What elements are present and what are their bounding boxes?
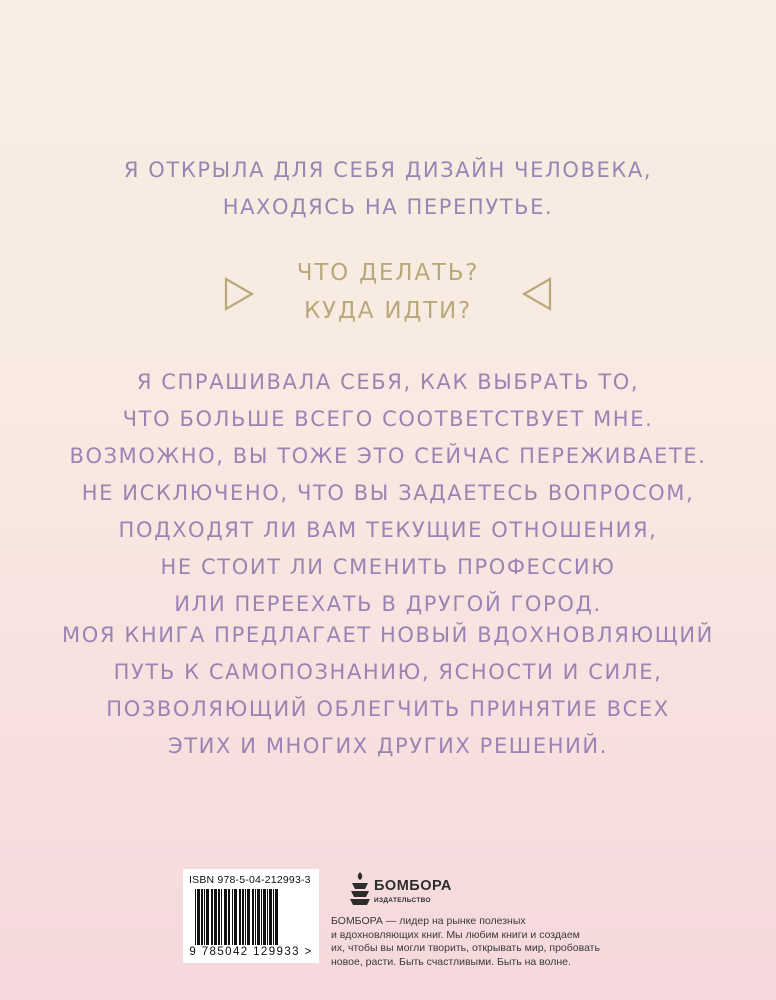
barcode-bar [261, 889, 262, 945]
publisher-logo [348, 870, 478, 910]
question-block [0, 254, 776, 330]
body-line: ПУТЬ К САМОПОЗНАНИЮ, ЯСНОСТИ И СИЛЕ, [113, 660, 663, 684]
barcode-bar [273, 889, 274, 945]
publisher-description-line: их, чтобы вы могли творить, открывать мир, пробовать [331, 942, 600, 954]
barcode-bar [239, 889, 241, 945]
body-paragraph-2 [0, 617, 776, 765]
body-line: ЧТО БОЛЬШЕ ВСЕГО СООТВЕТСТВУЕТ МНЕ. [122, 407, 654, 431]
body-line: Я СПРАШИВАЛА СЕБЯ, КАК ВЫБРАТЬ ТО, [136, 370, 640, 394]
barcode-bar [214, 889, 217, 945]
barcode-bar [242, 889, 244, 945]
barcode-bar [257, 889, 260, 945]
barcode-digits: 9 785042 129933 > [189, 946, 313, 958]
body-line: ПОДХОДЯТ ЛИ ВАМ ТЕКУЩИЕ ОТНОШЕНИЯ, [118, 518, 658, 542]
body-line: ВОЗМОЖНО, ВЫ ТОЖЕ ЭТО СЕЙЧАС ПЕРЕЖИВАЕТЕ. [69, 444, 707, 468]
intro-line: НАХОДЯСЬ НА ПЕРЕПУТЬЕ. [222, 195, 554, 219]
barcode-bar [247, 889, 250, 945]
barcode-bars [193, 889, 309, 947]
barcode-bar [269, 889, 272, 945]
barcode-bar [255, 889, 256, 945]
question-line: ЧТО ДЕЛАТЬ? [296, 260, 480, 286]
body-line: ЭТИХ И МНОГИХ ДРУГИХ РЕШЕНИЙ. [167, 734, 609, 758]
barcode-bar [232, 889, 233, 945]
barcode-bar [263, 889, 266, 945]
barcode-bar [201, 889, 203, 945]
barcode-bar [221, 889, 222, 945]
body-line: ИЛИ ПЕРЕЕХАТЬ В ДРУГОЙ ГОРОД. [174, 592, 602, 616]
barcode-bar [252, 889, 254, 945]
publisher-description-line: и вдохновляющих книг. Мы любим книги и создаем [331, 928, 580, 941]
question-line: КУДА ИДТИ? [304, 298, 472, 324]
intro-line: Я ОТКРЫЛА ДЛЯ СЕБЯ ДИЗАЙН ЧЕЛОВЕКА, [123, 158, 653, 182]
publisher-name: БОМБОРА [374, 878, 452, 894]
barcode-bar [218, 889, 220, 945]
barcode-bar [211, 889, 213, 945]
body-line: ПОЗВОЛЯЮЩИЙ ОБЛЕГЧИТЬ ПРИНЯТИЕ ВСЕХ [106, 697, 670, 721]
body-paragraph-1 [0, 364, 776, 623]
barcode-bar [197, 889, 200, 945]
bombora-logo-icon [348, 870, 372, 908]
publisher-subtitle: ИЗДАТЕЛЬСТВО [374, 897, 431, 904]
barcode-bar [228, 889, 230, 945]
publisher-description-line: БОМБОРА — лидер на рынке полезных [331, 915, 526, 927]
barcode-bar [224, 889, 227, 945]
body-line: НЕ ИСКЛЮЧЕНО, ЧТО ВЫ ЗАДАЕТЕСЬ ВОПРОСОМ, [81, 481, 695, 505]
body-line: НЕ СТОИТ ЛИ СМЕНИТЬ ПРОФЕССИЮ [160, 555, 616, 579]
barcode-bar [204, 889, 205, 945]
barcode-bar [206, 889, 209, 945]
barcode-bar [275, 889, 278, 945]
barcode-bar [195, 889, 196, 945]
publisher-description [331, 915, 600, 969]
barcode-bar [234, 889, 237, 945]
isbn-barcode [183, 869, 319, 963]
publisher-description-line: новое, расти. Быть счастливыми. Быть на волне. [331, 955, 571, 968]
intro-paragraph [0, 152, 776, 226]
triangle-left-icon [521, 276, 553, 312]
barcode-bar [245, 889, 246, 945]
barcode-bar [267, 889, 268, 945]
body-line: МОЯ КНИГА ПРЕДЛАГАЕТ НОВЫЙ ВДОХНОВЛЯЮЩИЙ [62, 623, 714, 647]
isbn-number: ISBN 978-5-04-212993-3 [189, 874, 311, 886]
